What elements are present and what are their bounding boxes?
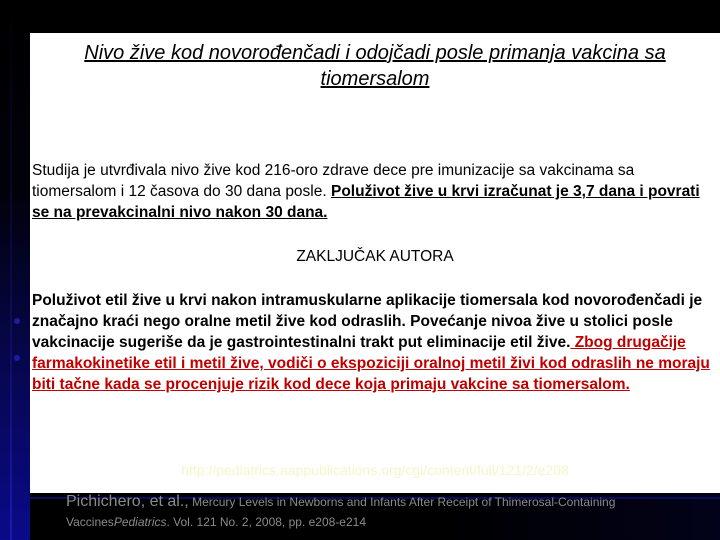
conclusion-text: Poluživot etil žive u krvi nakon intramuskularne aplikacije tiomersala kod novorođenčadi je značajno kraći nego oralne metil žive kod odraslih. Povećanje nivoa žive u stolici posle vakcinacije sugeriše da je gastrointestinalni trakt put eliminacije etil žive. <box>32 292 703 351</box>
slide-title: Nivo žive kod novorođenčadi i odojčadi posle primanja vakcina sa tiomersalom <box>84 42 666 90</box>
conclusion-paragraph <box>32 290 716 395</box>
left-decorative-band <box>0 0 30 540</box>
citation-journal: Pediatrics <box>113 515 167 529</box>
bullet-marker <box>14 318 20 324</box>
citation-title: Mercury Levels in Newborns and Infants After Receipt of Thimerosal-Containing Vaccines <box>66 495 616 529</box>
left-decorative-line <box>10 0 12 540</box>
citation <box>66 492 706 532</box>
citation-details: . Vol. 121 No. 2, 2008, pp. e208-e214 <box>166 515 366 529</box>
citation-author: Pichichero, et al., <box>66 493 189 510</box>
bullet-marker <box>14 355 20 361</box>
source-link[interactable]: http://pediatrics.aappublications.org/cgi/content/full/121/2/e208 <box>181 462 569 478</box>
study-highlight: Poluživot žive u krvi izračunat je 3,7 dana i povrati se na prevakcinalni nivo nakon 30 dana. <box>32 183 700 221</box>
study-paragraph <box>32 160 716 223</box>
conclusion-red-note: Zbog drugačije farmakokinetike etil i metil žive, vodiči o ekspoziciji oralnoj metil živi kod odraslih ne moraju biti tačne kada se procenjuje rizik kod dece koja primaju vakcine sa tiomersalom. <box>32 334 710 393</box>
study-text: Studija je utvrđivala nivo žive kod 216-oro zdrave dece pre imunizacije sa vakcinama sa tiomersalom i 12 časova do 30 dana posle. <box>32 162 635 200</box>
conclusion-heading: ZAKLJUČAK AUTORA <box>296 248 454 265</box>
